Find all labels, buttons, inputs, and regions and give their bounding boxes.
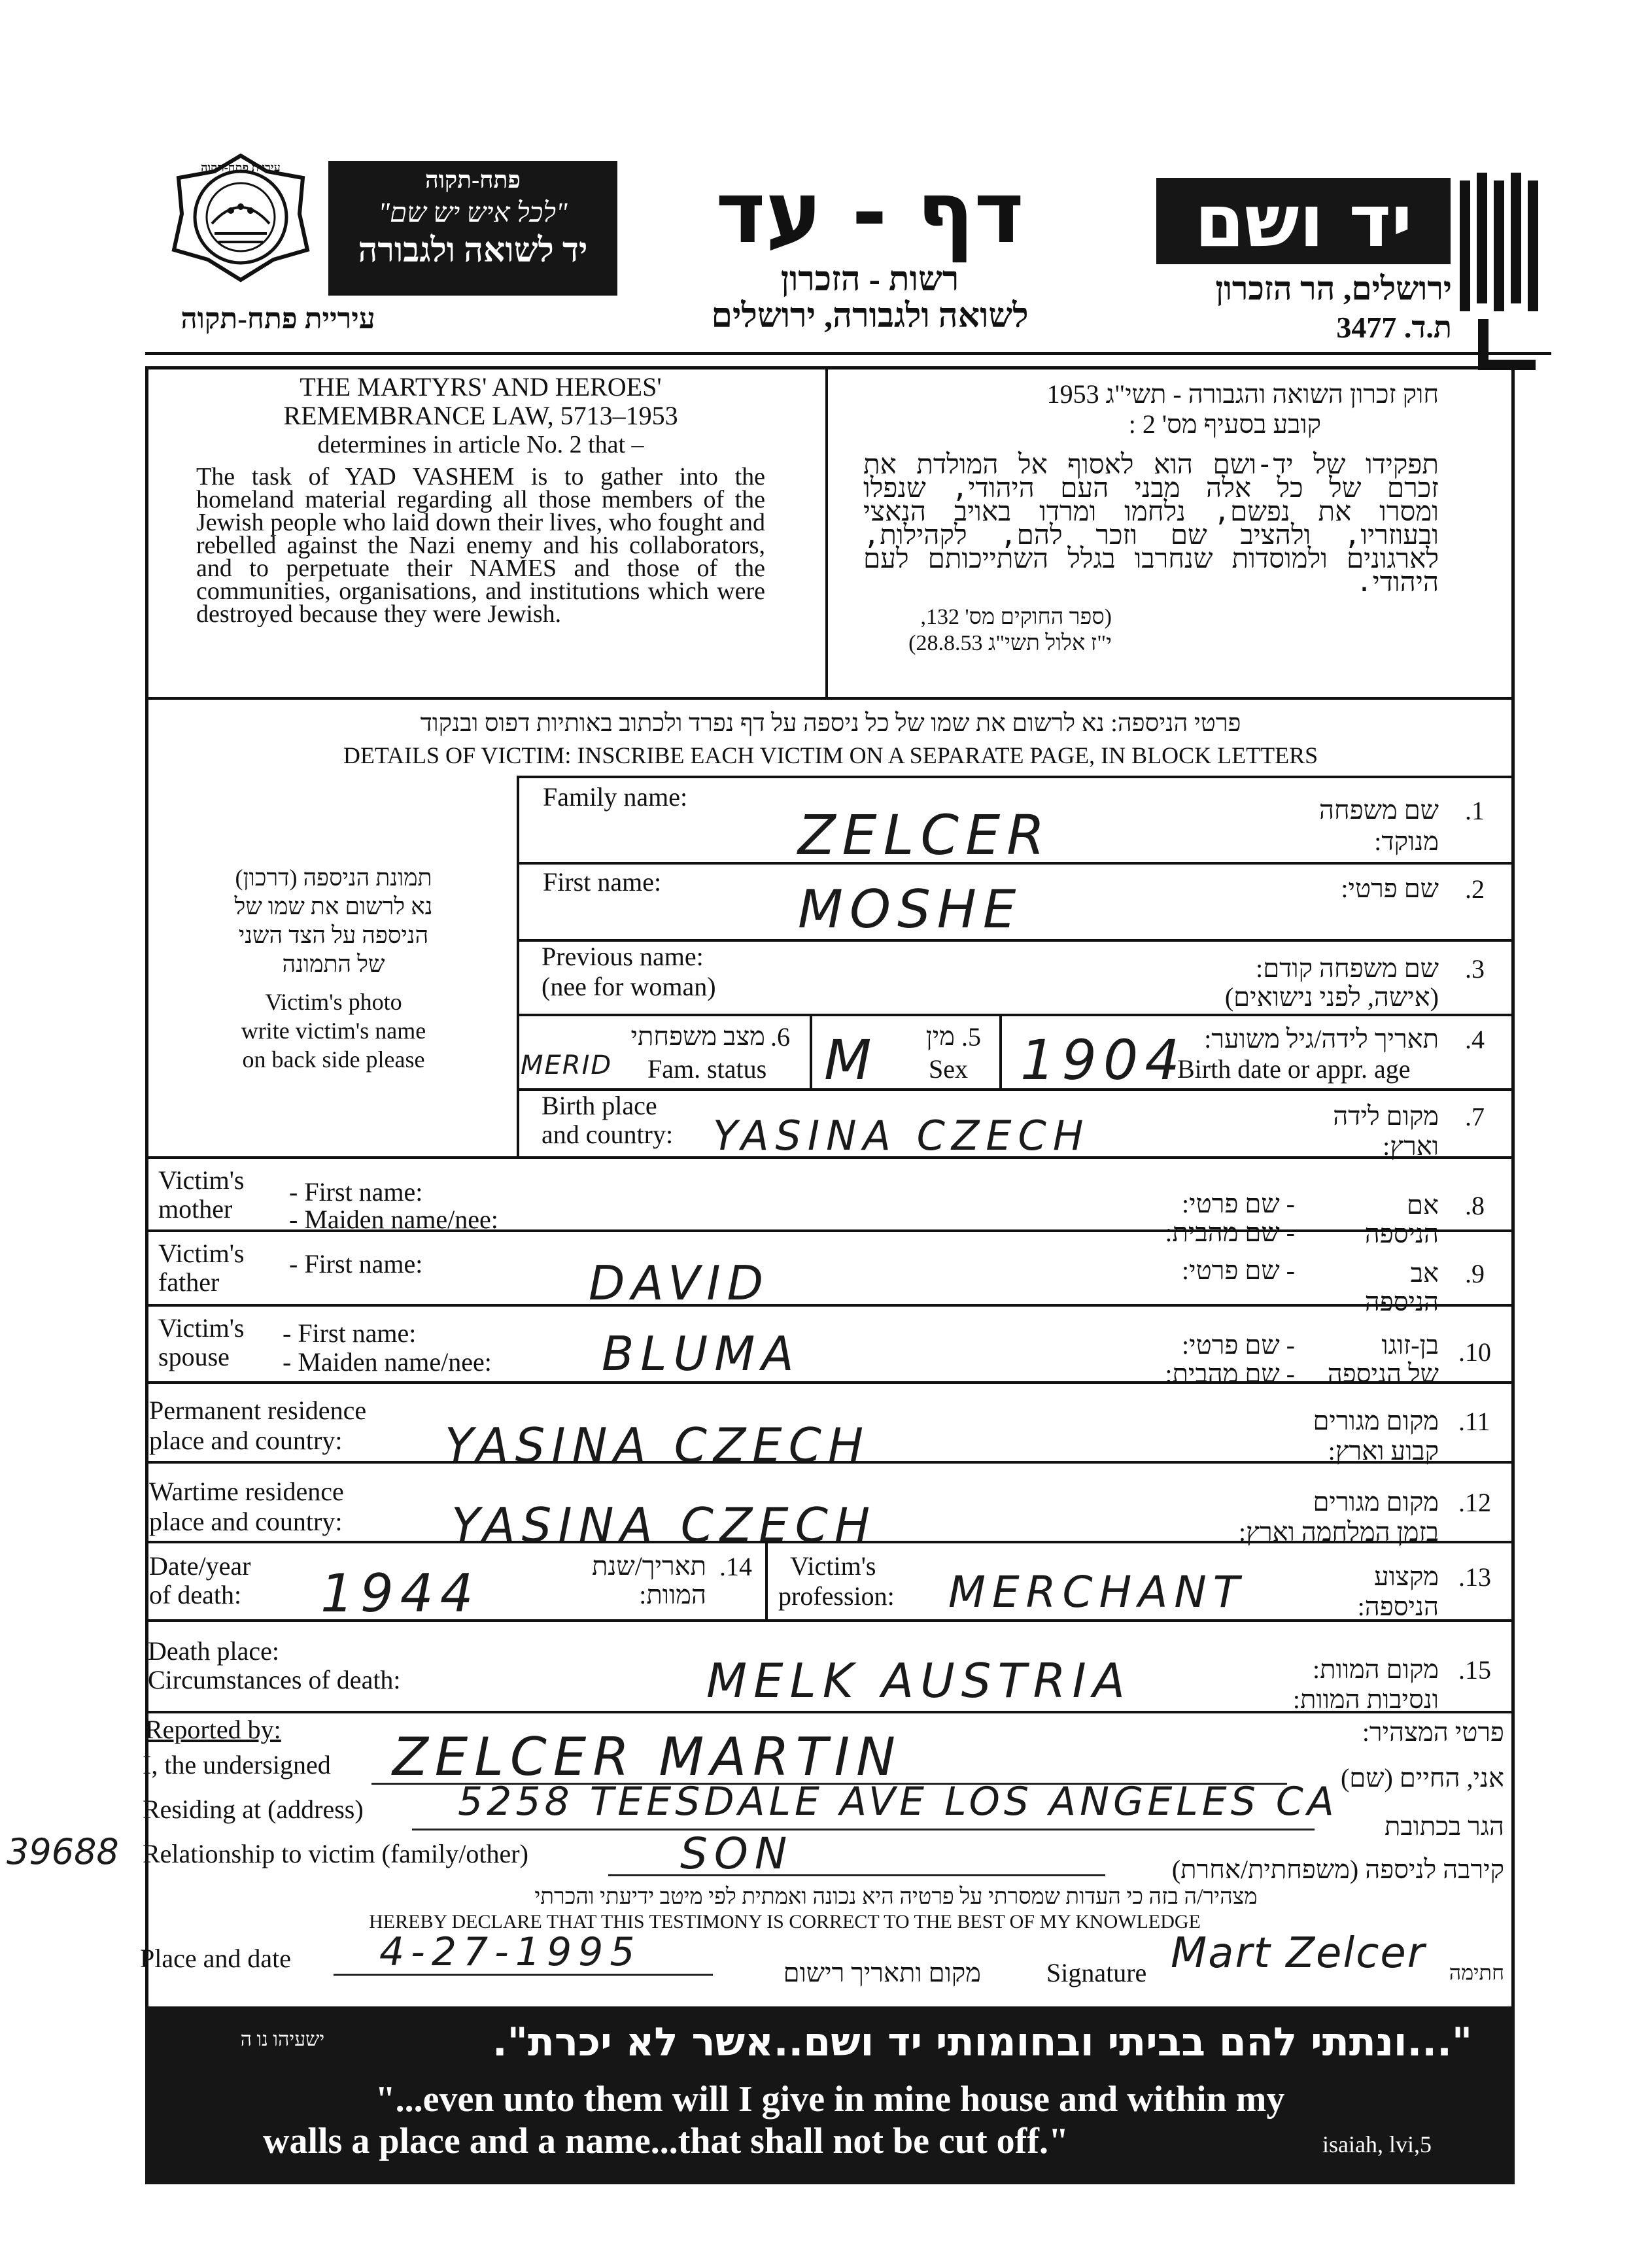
field-12-en-2: place and country: <box>149 1507 343 1536</box>
field-14-he-1: תאריך/שנת <box>591 1551 706 1581</box>
field-10-en-head-1: Victim's <box>158 1313 245 1343</box>
field-13-en-1: Victim's <box>790 1551 876 1581</box>
photo-he-2: נא לרשום את שמו של <box>234 893 433 919</box>
address-value[interactable]: 5258 TEESDALE AVE LOS ANGELES CA <box>458 1779 1338 1825</box>
address-he: הגר בכתובת <box>1385 1812 1504 1841</box>
address-underline <box>412 1829 1315 1830</box>
municipality-banner <box>328 161 617 296</box>
field-7-en-1: Birth place <box>542 1091 657 1120</box>
field-8-he-head-1: אם <box>1407 1190 1439 1220</box>
photo-area <box>157 863 510 1074</box>
field-14-he-2: המוות: <box>639 1580 706 1609</box>
field-2-en: First name: <box>543 867 662 897</box>
row-1-rule <box>517 862 1515 865</box>
law-english <box>196 373 765 626</box>
field-11-he-1: מקום מגורים <box>1313 1406 1439 1435</box>
row-10-rule <box>145 1381 1515 1384</box>
photo-he-4: של התמונה <box>282 951 385 977</box>
field-11-en-2: place and country: <box>149 1426 343 1455</box>
banner-line-3: יד לשואה ולגבורה <box>358 232 588 269</box>
field-6-he: מצב משפחתי <box>630 1022 765 1051</box>
photo-en-1: Victim's photo <box>265 989 402 1015</box>
field-1-num: .1 <box>1465 796 1485 825</box>
undersigned-en: I, the undersigned <box>143 1750 331 1779</box>
details-header-he: פרטי הניספה: נא לרשום את שמו של כל ניספה על דף נפרד ולכתוב באותיות דפוס ובנקוד <box>420 710 1241 737</box>
place-date-he: מקום ותאריך רישום <box>783 1958 981 1987</box>
row-7-rule <box>145 1156 1515 1159</box>
field-10-he-2: - שם מהבית: <box>1165 1359 1295 1388</box>
photo-he-3: הניספה על הצד השני <box>238 922 429 948</box>
field-12-he-2: בזמן המלחמה וארץ: <box>1239 1517 1439 1547</box>
field-4-value[interactable]: 1904 <box>1020 1028 1186 1092</box>
yad-vashem-emblem <box>1457 169 1549 371</box>
field-7-he-1: מקום לידה <box>1333 1101 1439 1131</box>
field-15-num: .15 <box>1458 1655 1491 1685</box>
signature-en: Signature <box>1046 1958 1147 1987</box>
address-en: Residing at (address) <box>143 1795 364 1824</box>
field-3-he-1: שם משפחה קודם: <box>1256 954 1439 983</box>
field-9-en-1: - First name: <box>289 1249 423 1279</box>
row-12-rule <box>145 1541 1515 1543</box>
field-11-en-1: Permanent residence <box>149 1396 367 1425</box>
field-11-value[interactable]: YASINA CZECH <box>445 1418 870 1473</box>
yad-vashem-flame-icon <box>1457 169 1549 371</box>
relationship-en: Relationship to victim (family/other) <box>143 1839 528 1868</box>
field-3-en-2: (nee for woman) <box>542 972 716 1001</box>
field-2-num: .2 <box>1465 874 1485 904</box>
field-3-en-1: Previous name: <box>542 942 704 971</box>
field-3-num: .3 <box>1465 954 1485 984</box>
field-13-num: .13 <box>1458 1562 1491 1592</box>
field-4-num: .4 <box>1465 1025 1485 1054</box>
field-10-num: .10 <box>1458 1337 1491 1367</box>
row-13-rule <box>145 1619 1515 1622</box>
po-box: ת.ד. 3477 <box>1336 311 1452 344</box>
field-8-en-1: - First name: <box>289 1177 423 1207</box>
footer-banner <box>145 2006 1515 2184</box>
law-he-ref-1: (ספר החוקים מס' 132, <box>920 605 1112 629</box>
row-15-rule <box>145 1711 1515 1713</box>
yad-vashem-logo: יד ושם <box>1156 178 1451 264</box>
field-5-num: .5 <box>961 1022 981 1052</box>
row-4-rule <box>517 1088 1515 1091</box>
row-8-rule <box>145 1229 1515 1232</box>
field-8-en-2: - Maiden name/nee: <box>289 1205 498 1234</box>
yad-vashem-address: ירושלים, הר הזכרון <box>1215 270 1452 307</box>
field-13-he-2: הניספה: <box>1357 1592 1439 1621</box>
law-en-title-3: determines in article No. 2 that – <box>317 431 644 458</box>
details-header-rule <box>517 776 1515 778</box>
footer-en-ref: isaiah, lvi,5 <box>1322 2131 1432 2157</box>
margin-number: 39688 <box>7 1831 119 1872</box>
field-4-he: תאריך לידה/גיל משוער: <box>1204 1024 1439 1054</box>
field-9-he-head-1: אב <box>1410 1258 1439 1288</box>
declare-he: מצהיר/ה בזה כי העדות שמסרתי על פרטיה היא נכונה ואמתית לפי מיטב ידיעתי והכרתי <box>534 1885 1258 1909</box>
place-date-en: Place and date <box>140 1944 291 1973</box>
field-7-he-2: וארץ: <box>1383 1131 1439 1161</box>
field-5-he: מין <box>925 1022 955 1051</box>
form-title: דף - עד <box>715 163 1024 262</box>
reporter-name-value[interactable]: ZELCER MARTIN <box>392 1727 902 1787</box>
field-11-num: .11 <box>1458 1407 1490 1436</box>
field-5-en: Sex <box>929 1054 968 1084</box>
law-he-ref-2: י"ז אלול תשי"ג 28.8.53) <box>908 631 1112 655</box>
field-13-en-2: profession: <box>778 1581 895 1611</box>
banner-line-1: פתח-תקוה <box>425 167 521 193</box>
details-header-en: DETAILS OF VICTIM: INSCRIBE EACH VICTIM ON A SEPARATE PAGE, IN BLOCK LETTERS <box>343 742 1318 768</box>
footer-he-quote: "...ונתתי להם בביתי ובחומותי יד ושם..אשר לא יכרת". <box>492 2019 1473 2065</box>
field-9-he-head-2: הניספה <box>1364 1287 1439 1316</box>
field-2-he-1: שם פרטי: <box>1341 874 1439 903</box>
photo-en-3: on back side please <box>242 1046 425 1073</box>
photo-en-2: write victim's name <box>241 1018 426 1044</box>
field-12-he-1: מקום מגורים <box>1313 1487 1439 1517</box>
field-14-en-1: Date/year <box>149 1551 251 1581</box>
field-1-he-1: שם משפחה <box>1319 795 1439 825</box>
field-1-value[interactable]: ZELCER <box>798 803 1052 867</box>
field-3-he-2: (אישה, לפני נישואים) <box>1224 982 1439 1012</box>
signature-value[interactable]: Mart Zelcer <box>1171 1929 1426 1978</box>
field-12-num: .12 <box>1458 1488 1491 1517</box>
row-4-divider-a <box>810 1014 812 1088</box>
row-3-rule <box>517 1014 1515 1016</box>
field-15-en-1: Death place: <box>148 1636 279 1666</box>
field-8-he-head-2: הניספה <box>1364 1219 1439 1248</box>
field-1-he-2: מנוקד: <box>1374 827 1439 856</box>
field-9-en-head-2: father <box>158 1267 220 1297</box>
field-10-he-head-1: בן-זוגו <box>1381 1330 1439 1360</box>
field-9-he-1: - שם פרטי: <box>1182 1256 1295 1285</box>
field-10-en-head-2: spouse <box>158 1342 230 1371</box>
seal-text: עיריית פתח-תקוה <box>201 161 281 174</box>
field-12-value[interactable]: YASINA CZECH <box>451 1498 877 1553</box>
law-en-title-1: THE MARTYRS' AND HEROES' <box>300 372 662 402</box>
municipality-caption: עיריית פתח-תקוה <box>181 303 375 335</box>
field-10-en-1: - First name: <box>283 1318 417 1348</box>
form-subtitle-2: לשואה ולגבורה, ירושלים <box>711 298 1029 335</box>
field-12-en-1: Wartime residence <box>149 1477 344 1506</box>
field-6-value[interactable]: MERID <box>521 1050 613 1080</box>
field-8-num: .8 <box>1465 1191 1485 1220</box>
field-6-num: .6 <box>770 1022 790 1052</box>
field-7-en-2: and country: <box>542 1120 674 1149</box>
field-2-value[interactable]: MOSHE <box>798 879 1023 940</box>
field-9-value[interactable]: DAVID <box>589 1256 770 1311</box>
field-8-he-2: - שם מהבית: <box>1165 1218 1295 1247</box>
field-15-he-2: ונסיבות המוות: <box>1292 1685 1439 1714</box>
field-11-he-2: קבוע וארץ: <box>1328 1436 1439 1466</box>
law-hebrew <box>863 379 1439 657</box>
photo-divider <box>517 776 519 1156</box>
law-bottom-rule <box>145 697 1515 700</box>
banner-line-2: "לכל איש יש שם" <box>378 198 568 228</box>
row-4-divider-b <box>999 1014 1002 1088</box>
field-9-en-head-1: Victim's <box>158 1239 245 1268</box>
field-15-value[interactable]: MELK AUSTRIA <box>706 1653 1131 1708</box>
field-7-num: .7 <box>1465 1102 1485 1131</box>
field-10-value[interactable]: BLUMA <box>602 1326 800 1381</box>
field-8-en-head-1: Victim's <box>158 1165 245 1195</box>
field-1-en: Family name: <box>543 782 688 812</box>
field-6-en: Fam. status <box>647 1054 767 1084</box>
row-11-rule <box>145 1461 1515 1464</box>
footer-en-line-2: walls a place and a name...that shall not be cut off." <box>263 2121 1069 2161</box>
field-15-en-2: Circumstances of death: <box>148 1665 401 1694</box>
row-9-rule <box>145 1304 1515 1307</box>
field-13-value[interactable]: MERCHANT <box>948 1567 1247 1617</box>
field-15-he-1: מקום המוות: <box>1312 1655 1439 1684</box>
field-14-en-2: of death: <box>149 1580 242 1609</box>
header-rule <box>145 352 1551 355</box>
footer-he-ref: ישעיהו נו ה <box>240 2029 325 2050</box>
field-10-en-2: - Maiden name/nee: <box>283 1347 492 1377</box>
footer-en-line-1: "...even unto them will I give in mine house and within my <box>375 2079 1285 2120</box>
law-he-body: תפקידו של יד-ושם הוא לאסוף אל המולדת את זכרם של כל אלה מבני העם היהודי, שנפלו ומסרו את נפשם, נלחמו ומרדו באויב הנאצי ובעוזריו, ולהציב שם וזכר להם, לקהילות, לארגונים ולמוסדות שנחרבו בגלל השתייכותם לעם היהודי. <box>863 448 1439 598</box>
field-14-value[interactable]: 1944 <box>320 1563 480 1624</box>
field-8-he-1: - שם פרטי: <box>1182 1189 1295 1218</box>
reporter-title-en: Reported by: <box>145 1715 281 1744</box>
law-en-body: The task of YAD VASHEM is to gather into the homeland material regarding all those members of the Jewish people who laid down their lives, who fought and rebelled against the Nazi enemy and his collaborators, and to perpetuate their NAMES and those of the communities, organisations, and institutions which were destroyed because they were Jewish. <box>196 463 765 628</box>
law-he-title-1: חוק זכרון השואה והגבורה - תשי"ג 1953 <box>1046 379 1439 409</box>
form-subtitle-1: רשות - הזכרון <box>780 261 959 298</box>
relationship-value[interactable]: SON <box>680 1829 794 1879</box>
declare-en: HEREBY DECLARE THAT THIS TESTIMONY IS CORRECT TO THE BEST OF MY KNOWLEDGE <box>369 1911 1201 1933</box>
law-en-title-2: REMEMBRANCE LAW, 5713–1953 <box>283 401 678 430</box>
field-10-he-1: - שם פרטי: <box>1182 1330 1295 1360</box>
field-8-en-head-2: mother <box>158 1194 233 1224</box>
relationship-he: קירבה לניספה (משפחתית/אחרת) <box>1171 1855 1504 1884</box>
law-divider <box>825 366 828 697</box>
law-he-title-2: קובע בסעיף מס' 2 : <box>1128 409 1321 439</box>
field-14-num: .14 <box>719 1552 752 1581</box>
row-13-divider <box>765 1541 768 1619</box>
field-5-value[interactable]: M <box>824 1028 878 1092</box>
field-13-he-1: מקצוע <box>1374 1562 1439 1591</box>
field-10-he-head-2: של הניספה <box>1327 1359 1439 1388</box>
signature-he: חתימה <box>1449 1961 1504 1984</box>
reporter-title-he: פרטי המצהיר: <box>1362 1717 1504 1747</box>
field-7-value[interactable]: YASINA CZECH <box>713 1112 1090 1160</box>
place-date-value[interactable]: 4-27-1995 <box>379 1929 642 1975</box>
undersigned-he: אני, החיים (שם) <box>1340 1763 1504 1793</box>
field-4-en: Birth date or appr. age <box>1177 1054 1411 1084</box>
photo-he-1: תמונת הניספה (דרכון) <box>235 865 432 891</box>
field-9-num: .9 <box>1465 1259 1485 1288</box>
